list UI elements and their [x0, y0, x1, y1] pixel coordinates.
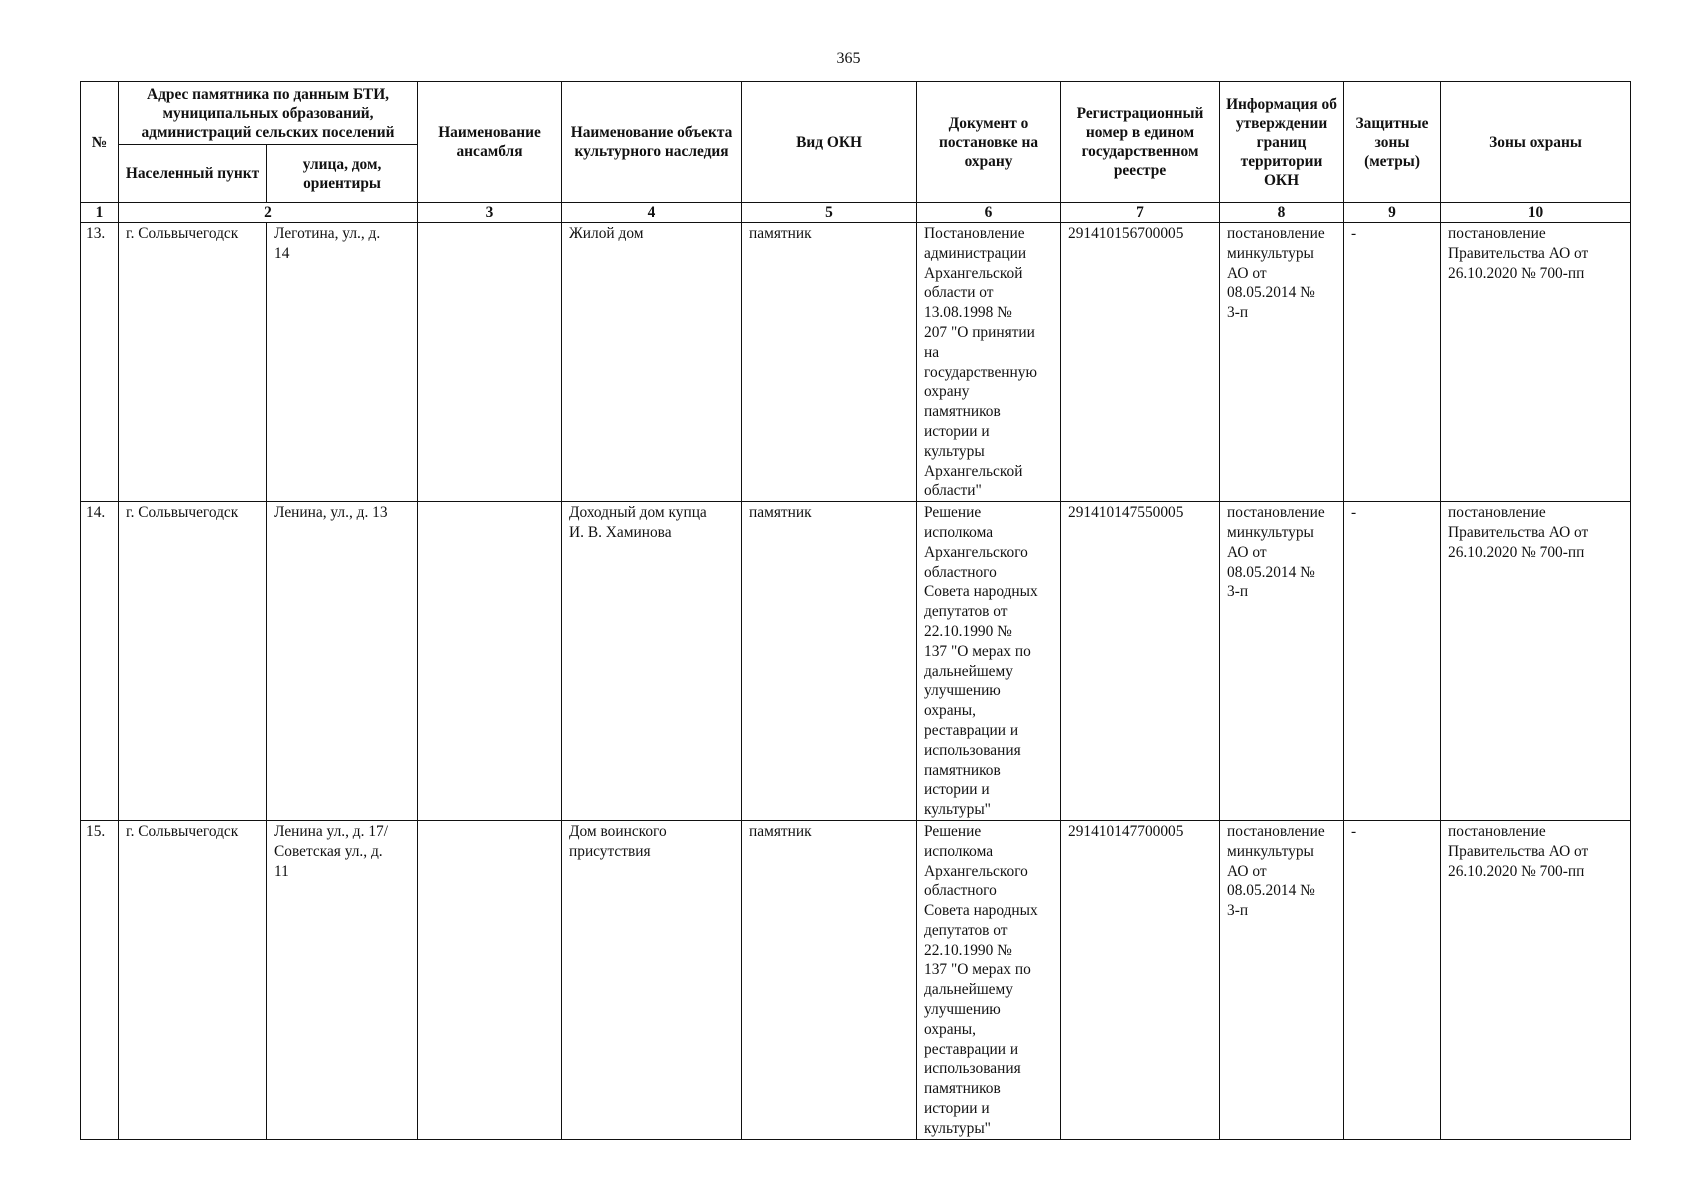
protection-zones-cell: постановление Правительства АО от 26.10.2020 № 700-пп: [1441, 820, 1631, 1139]
table-row: [81, 223, 1631, 502]
header-document: Документ о постановке на охрану: [917, 82, 1061, 203]
column-number: 5: [742, 203, 917, 223]
header-ensemble: Наименование ансамбля: [418, 82, 562, 203]
street-cell: Ленина, ул., д. 13: [267, 502, 418, 821]
document-cell: Постановление администрации Архангельской области от 13.08.1998 № 207 "О принятии на государственную охрану памятников истории и культуры Архангельской области": [917, 223, 1061, 502]
header-num: №: [81, 82, 119, 203]
column-number: 3: [418, 203, 562, 223]
table-row: [81, 820, 1631, 1139]
protective-zones-cell: -: [1344, 820, 1441, 1139]
protective-zones-cell: -: [1344, 502, 1441, 821]
header-boundaries-info: Информация об утверждении границ территории ОКН: [1220, 82, 1344, 203]
header-okn-type: Вид ОКН: [742, 82, 917, 203]
column-number-row: [81, 203, 1631, 223]
column-number: 9: [1344, 203, 1441, 223]
row-number-cell: 13.: [81, 223, 119, 502]
object-name-cell: Дом воинского присутствия: [562, 820, 742, 1139]
header-protective-zones: Защитные зоны (метры): [1344, 82, 1441, 203]
settlement-cell: г. Сольвычегодск: [119, 223, 267, 502]
column-number: 10: [1441, 203, 1631, 223]
reg-number-cell: 291410147700005: [1061, 820, 1220, 1139]
column-number: 6: [917, 203, 1061, 223]
settlement-cell: г. Сольвычегодск: [119, 502, 267, 821]
header-reg-number: Регистрационный номер в едином государственном реестре: [1061, 82, 1220, 203]
heritage-register-table: [80, 81, 1631, 1140]
column-number: 4: [562, 203, 742, 223]
header-address-group: Адрес памятника по данным БТИ, муниципальных образований, администраций сельских поселений: [119, 82, 418, 145]
row-number-cell: 15.: [81, 820, 119, 1139]
protective-zones-cell: -: [1344, 223, 1441, 502]
reg-number-cell: 291410156700005: [1061, 223, 1220, 502]
header-settlement: Населенный пункт: [119, 145, 267, 203]
boundaries-info-cell: постановление минкультуры АО от 08.05.2014 № 3-п: [1220, 502, 1344, 821]
okn-type-cell: памятник: [742, 820, 917, 1139]
column-number: 2: [119, 203, 418, 223]
header-row-top: [81, 82, 1631, 145]
column-number: 8: [1220, 203, 1344, 223]
header-protection-zones: Зоны охраны: [1441, 82, 1631, 203]
ensemble-cell: [418, 223, 562, 502]
protection-zones-cell: постановление Правительства АО от 26.10.2020 № 700-пп: [1441, 502, 1631, 821]
column-number: 1: [81, 203, 119, 223]
okn-type-cell: памятник: [742, 223, 917, 502]
ensemble-cell: [418, 502, 562, 821]
document-cell: Решение исполкома Архангельского областного Совета народных депутатов от 22.10.1990 № 137 "О мерах по дальнейшему улучшению охраны, реставрации и использования памятников истории и культуры": [917, 502, 1061, 821]
table-row: [81, 502, 1631, 821]
street-cell: Леготина, ул., д. 14: [267, 223, 418, 502]
header-object-name: Наименование объекта культурного наследия: [562, 82, 742, 203]
boundaries-info-cell: постановление минкультуры АО от 08.05.2014 № 3-п: [1220, 820, 1344, 1139]
settlement-cell: г. Сольвычегодск: [119, 820, 267, 1139]
object-name-cell: Доходный дом купца И. В. Хаминова: [562, 502, 742, 821]
object-name-cell: Жилой дом: [562, 223, 742, 502]
column-number: 7: [1061, 203, 1220, 223]
boundaries-info-cell: постановление минкультуры АО от 08.05.2014 № 3-п: [1220, 223, 1344, 502]
row-number-cell: 14.: [81, 502, 119, 821]
reg-number-cell: 291410147550005: [1061, 502, 1220, 821]
street-cell: Ленина ул., д. 17/ Советская ул., д. 11: [267, 820, 418, 1139]
ensemble-cell: [418, 820, 562, 1139]
document-cell: Решение исполкома Архангельского областного Совета народных депутатов от 22.10.1990 № 137 "О мерах по дальнейшему улучшению охраны, реставрации и использования памятников истории и культуры": [917, 820, 1061, 1139]
okn-type-cell: памятник: [742, 502, 917, 821]
page-number: 365: [836, 50, 861, 67]
protection-zones-cell: постановление Правительства АО от 26.10.2020 № 700-пп: [1441, 223, 1631, 502]
header-street: улица, дом, ориентиры: [267, 145, 418, 203]
